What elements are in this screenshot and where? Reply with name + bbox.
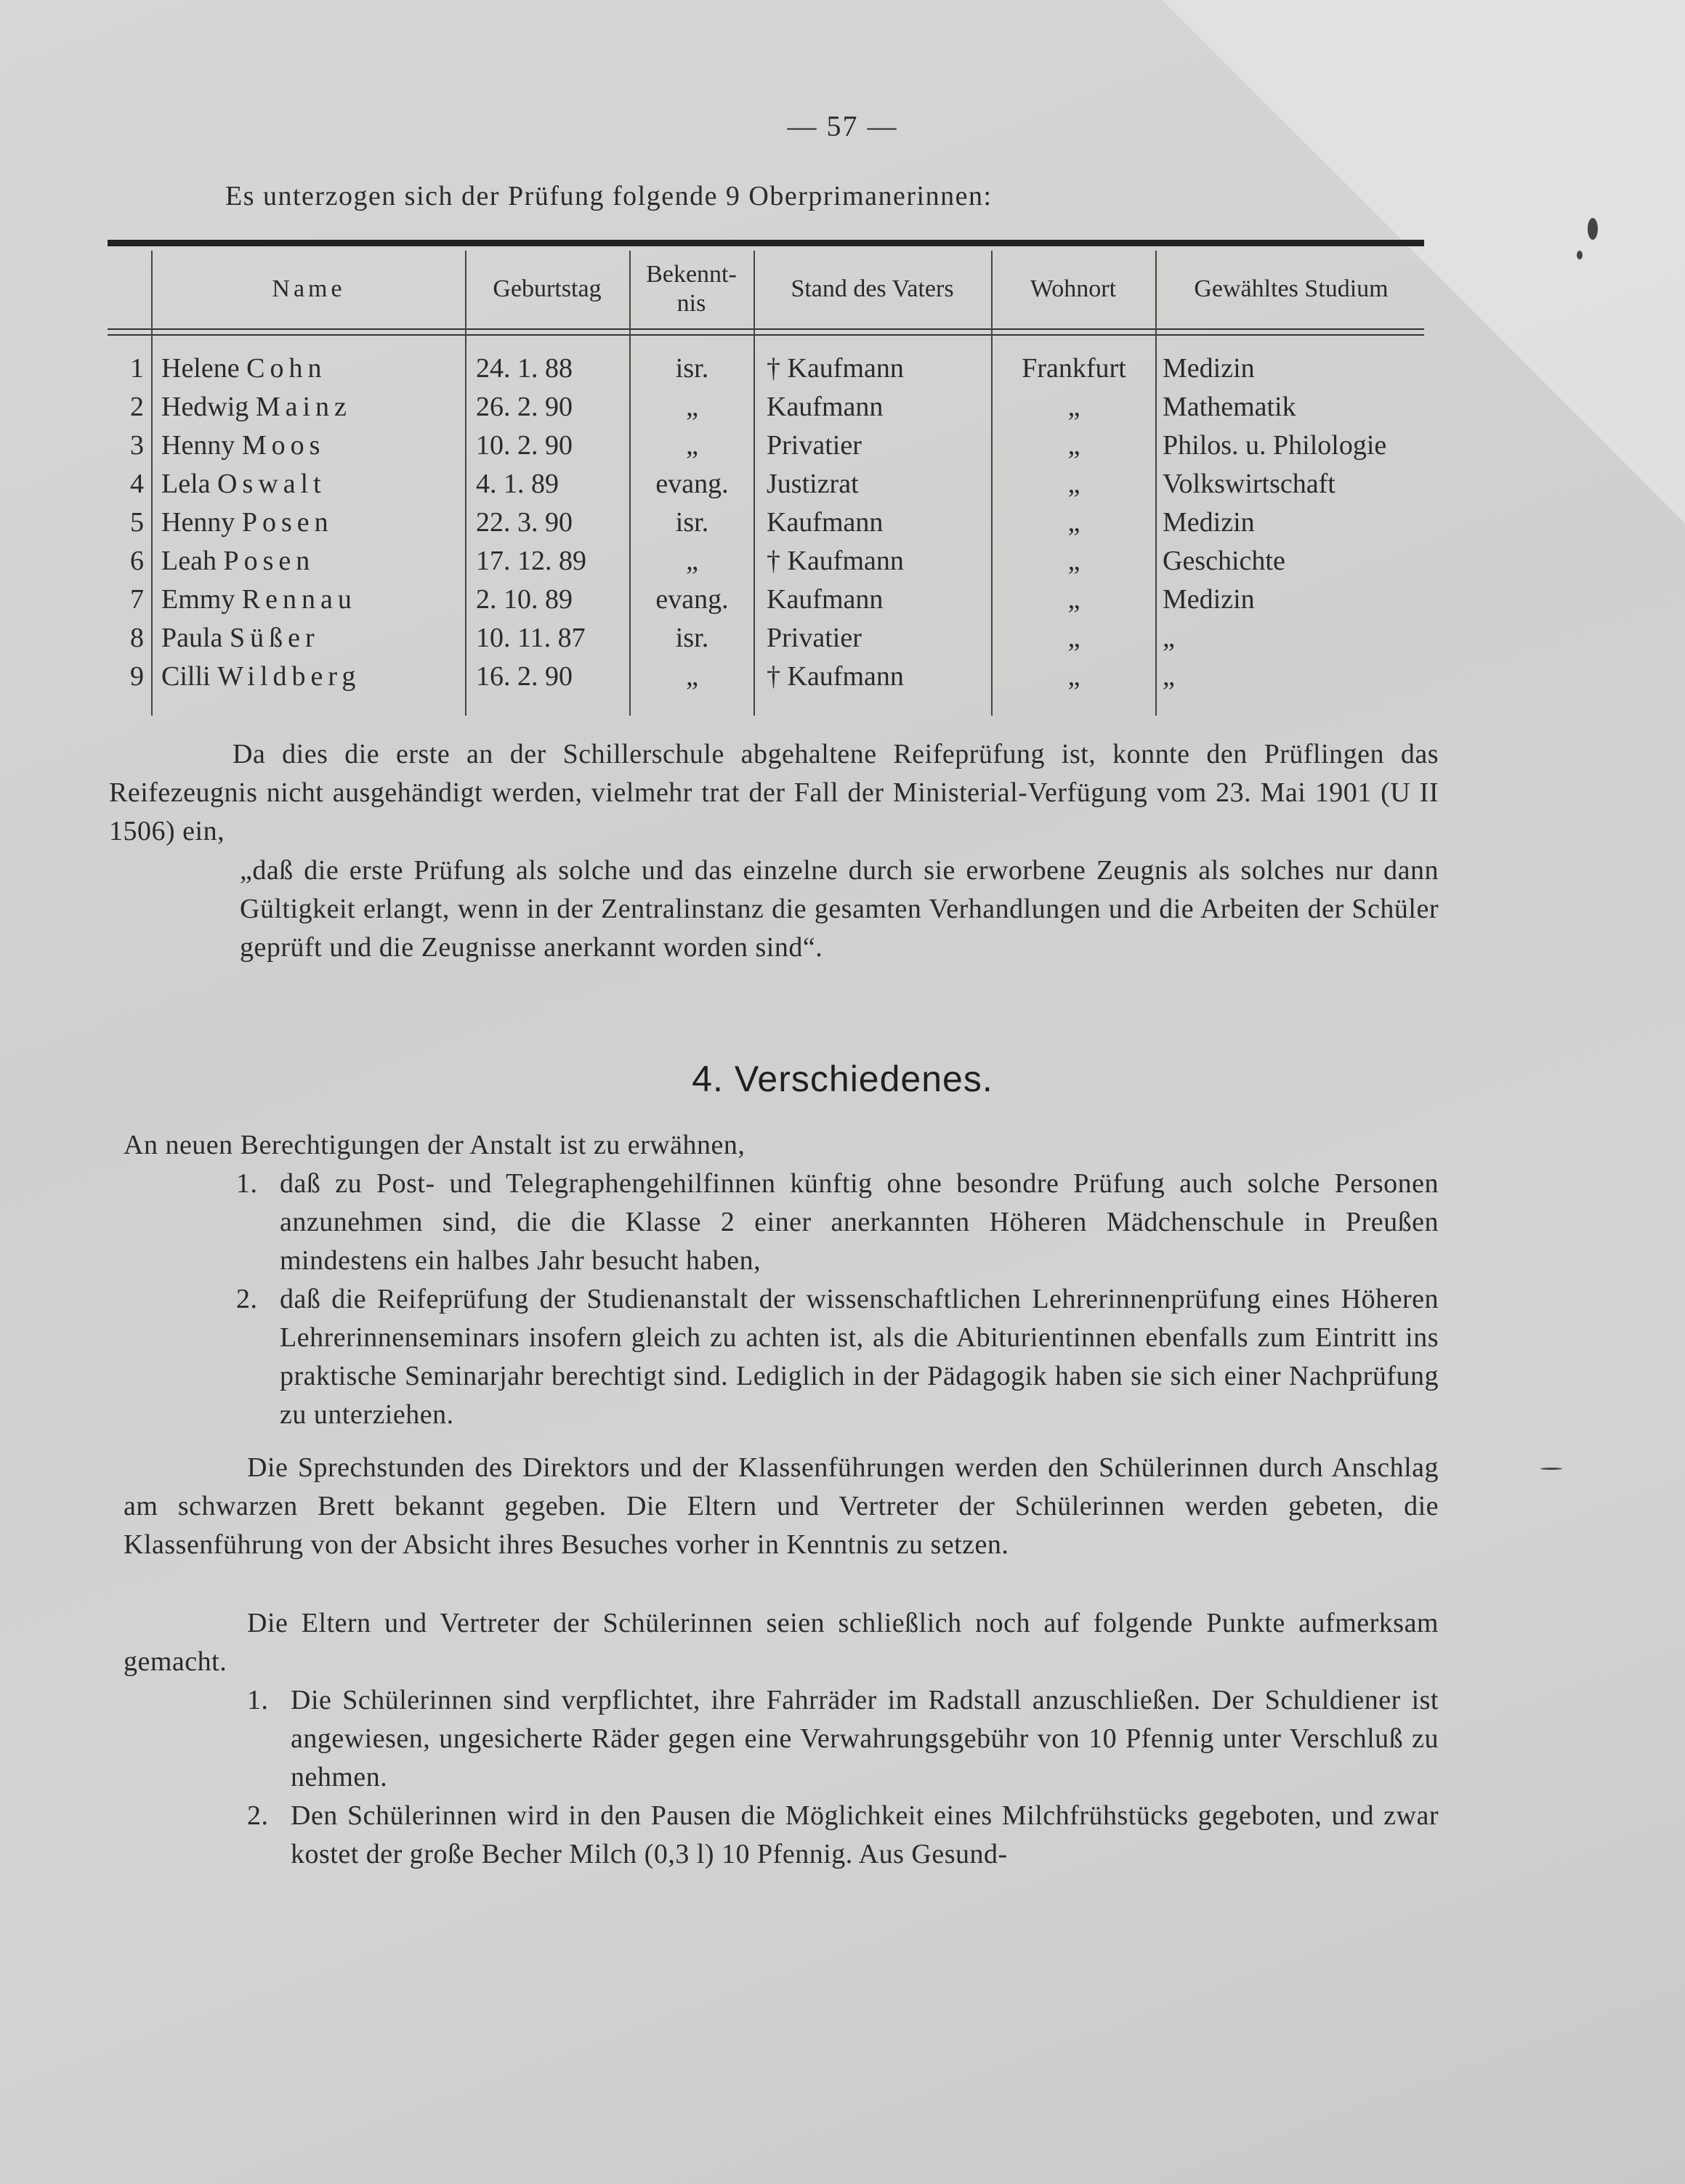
table-row xyxy=(0,660,1685,700)
berechtigung-item-2 xyxy=(236,1280,1439,1434)
punkt-item-2 xyxy=(247,1797,1439,1874)
row-number: 7 xyxy=(130,584,144,615)
residence: „ xyxy=(1067,546,1080,576)
residence: „ xyxy=(1067,430,1080,461)
residence: „ xyxy=(1067,469,1080,499)
table-row xyxy=(0,468,1685,507)
first-name: Hedwig xyxy=(161,392,249,422)
chosen-study: Mathematik xyxy=(1163,392,1296,422)
student-name xyxy=(161,429,459,461)
header-confession-line1: Bekennt- xyxy=(646,261,737,288)
item-number: 2. xyxy=(247,1800,269,1831)
father-occupation: Privatier xyxy=(767,623,862,653)
item-number: 1. xyxy=(236,1168,258,1199)
first-name: Leah xyxy=(161,546,217,576)
paragraph-sprechstunden: Die Sprechstunden des Direktors und der Klassenführungen werden den Schülerinnen durch Anschlag am schwarzen Brett bekannt gegeben. Die Eltern und Vertreter der Schülerinnen werden gebeten, die Klassenführung von der Absicht ihres Besuches vorher in Kenntnis zu setzen. xyxy=(124,1452,1439,1560)
father-occupation: Privatier xyxy=(767,430,862,461)
confession: isr. xyxy=(675,507,709,538)
confession: evang. xyxy=(655,584,729,615)
first-name: Paula xyxy=(161,623,223,653)
student-name xyxy=(161,622,459,654)
chosen-study: Medizin xyxy=(1163,584,1255,615)
paragraph-reifepruefung: Da dies die erste an der Schillerschule abgehaltene Reifeprüfung ist, konnte den Prüflingen das Reifezeugnis nicht ausgehändigt werden, vielmehr trat der Fall der Ministerial-Verfügung vom 23. Mai 1901 (U II 1506) ein, xyxy=(109,739,1439,846)
row-number: 9 xyxy=(130,661,144,692)
student-name xyxy=(161,583,459,615)
last-name: Oswalt xyxy=(217,469,326,499)
quote-ministerial-decree: „daß die erste Prüfung als solche und das einzelne durch sie erworbene Zeugnis als solches nur dann Gültigkeit erlangt, wenn in der Zentralinstanz die gesamten Verhandlungen und die Arbeiten der Schüler geprüft und die Zeugnisse anerkannt worden sind“. xyxy=(240,855,1439,963)
paragraph-eltern: Die Eltern und Vertreter der Schülerinnen seien schließlich noch auf folgende Punkte aufmerksam gemacht. xyxy=(124,1608,1439,1677)
student-name xyxy=(161,545,459,577)
item-text: Die Schülerinnen sind verpflichtet, ihre Fahrräder im Radstall anzuschließen. Der Schuldiener ist angewiesen, ungesicherte Räder gegen eine Verwahrungsgebühr von 10 Pfennig unter Verschluß zu nehmen. xyxy=(291,1685,1439,1792)
table-header-rule xyxy=(108,328,1424,330)
table-row xyxy=(0,429,1685,469)
residence: „ xyxy=(1067,507,1080,538)
confession: „ xyxy=(686,430,698,461)
student-name xyxy=(161,352,459,384)
chosen-study: „ xyxy=(1163,661,1175,692)
last-name: Rennau xyxy=(241,584,357,615)
table-row xyxy=(0,506,1685,546)
birth-date: 4. 1. 89 xyxy=(476,469,559,499)
residence: „ xyxy=(1067,584,1080,615)
father-occupation: Kaufmann xyxy=(767,584,884,615)
student-name xyxy=(161,391,459,423)
page-number: — 57 — xyxy=(787,110,898,142)
father-occupation: † Kaufmann xyxy=(767,353,904,384)
table-row xyxy=(0,391,1685,430)
last-name: Moos xyxy=(241,430,326,461)
residence: Frankfurt xyxy=(1022,353,1126,384)
header-confession-line2: nis xyxy=(676,290,706,317)
punkt-item-1 xyxy=(247,1681,1439,1797)
student-name xyxy=(161,660,459,692)
father-occupation: † Kaufmann xyxy=(767,546,904,576)
scan-speck xyxy=(1588,218,1598,240)
confession: „ xyxy=(686,392,698,422)
first-name: Henny xyxy=(161,507,235,538)
residence: „ xyxy=(1067,392,1080,422)
table-intro: Es unterzogen sich der Prüfung folgende 9 Oberprimanerinnen: xyxy=(225,181,993,211)
last-name: Süßer xyxy=(229,623,320,653)
row-number: 6 xyxy=(130,546,144,576)
first-name: Cilli xyxy=(161,661,211,692)
confession: „ xyxy=(686,661,698,692)
berechtigungen-intro: An neuen Berechtigungen der Anstalt ist zu erwähnen, xyxy=(124,1130,745,1160)
birth-date: 17. 12. 89 xyxy=(476,546,586,576)
birth-date: 22. 3. 90 xyxy=(476,507,573,538)
row-number: 8 xyxy=(130,623,144,653)
first-name: Lela xyxy=(161,469,211,499)
row-number: 2 xyxy=(130,392,144,422)
scan-speck xyxy=(1540,1468,1562,1470)
birth-date: 26. 2. 90 xyxy=(476,392,573,422)
first-name: Henny xyxy=(161,430,235,461)
header-study: Gewähltes Studium xyxy=(1194,275,1389,302)
header-name: Name xyxy=(272,275,346,302)
row-number: 1 xyxy=(130,353,144,384)
table-row xyxy=(0,622,1685,661)
scan-speck xyxy=(1577,251,1583,259)
first-name: Helene xyxy=(161,353,240,384)
birth-date: 10. 11. 87 xyxy=(476,623,586,653)
row-number: 5 xyxy=(130,507,144,538)
item-text: Den Schülerinnen wird in den Pausen die Möglichkeit eines Milchfrühstücks gegeboten, und zwar kostet der große Becher Milch (0,3 l) 10 Pfennig. Aus Gesund- xyxy=(291,1800,1439,1869)
item-number: 1. xyxy=(247,1685,269,1715)
header-confession xyxy=(631,253,752,325)
chosen-study: Geschichte xyxy=(1163,546,1285,576)
residence: „ xyxy=(1067,661,1080,692)
chosen-study: Philos. u. Philologie xyxy=(1163,430,1387,461)
row-number: 4 xyxy=(130,469,144,499)
item-text: daß zu Post- und Telegraphengehilfinnen künftig ohne besondre Prüfung auch solche Personen anzunehmen sind, die die Klasse 2 einer anerkannten Höheren Mädchenschule in Preußen mindestens ein halbes Jahr besucht haben, xyxy=(280,1168,1439,1276)
last-name: Posen xyxy=(223,546,315,576)
table-header-rule-2 xyxy=(108,334,1424,336)
last-name: Mainz xyxy=(255,392,352,422)
student-name xyxy=(161,506,459,538)
last-name: Wildberg xyxy=(217,661,361,692)
confession: evang. xyxy=(655,469,729,499)
birth-date: 10. 2. 90 xyxy=(476,430,573,461)
last-name: Posen xyxy=(241,507,334,538)
father-occupation: † Kaufmann xyxy=(767,661,904,692)
item-text: daß die Reifeprüfung der Studienanstalt der wissenschaftlichen Lehrerinnenprüfung eines Höheren Lehrerinnenseminars insofern gleich zu achten ist, als die Abiturientinnen ebenfalls zum Eintritt ins praktische Seminarjahr berechtigt sind. Lediglich in der Pädagogik haben sie sich einer Nachprüfung zu unterziehen. xyxy=(280,1284,1439,1430)
section-heading: 4. Verschiedenes. xyxy=(692,1059,993,1099)
header-residence: Wohnort xyxy=(1030,275,1117,302)
confession: isr. xyxy=(675,623,709,653)
table-row xyxy=(0,583,1685,623)
table-top-rule xyxy=(108,240,1424,246)
father-occupation: Kaufmann xyxy=(767,507,884,538)
header-birthday: Geburtstag xyxy=(493,275,602,302)
student-name xyxy=(161,468,459,500)
first-name: Emmy xyxy=(161,584,235,615)
residence: „ xyxy=(1067,623,1080,653)
row-number: 3 xyxy=(130,430,144,461)
confession: isr. xyxy=(675,353,709,384)
last-name: Cohn xyxy=(246,353,327,384)
chosen-study: Medizin xyxy=(1163,507,1255,538)
birth-date: 24. 1. 88 xyxy=(476,353,573,384)
birth-date: 16. 2. 90 xyxy=(476,661,573,692)
father-occupation: Justizrat xyxy=(767,469,859,499)
chosen-study: Volkswirtschaft xyxy=(1163,469,1336,499)
item-number: 2. xyxy=(236,1284,258,1314)
confession: „ xyxy=(686,546,698,576)
father-occupation: Kaufmann xyxy=(767,392,884,422)
header-father: Stand des Vaters xyxy=(791,275,954,302)
chosen-study: „ xyxy=(1163,623,1175,653)
berechtigung-item-1 xyxy=(236,1165,1439,1280)
birth-date: 2. 10. 89 xyxy=(476,584,573,615)
chosen-study: Medizin xyxy=(1163,353,1255,384)
table-row xyxy=(0,352,1685,392)
table-row xyxy=(0,545,1685,584)
